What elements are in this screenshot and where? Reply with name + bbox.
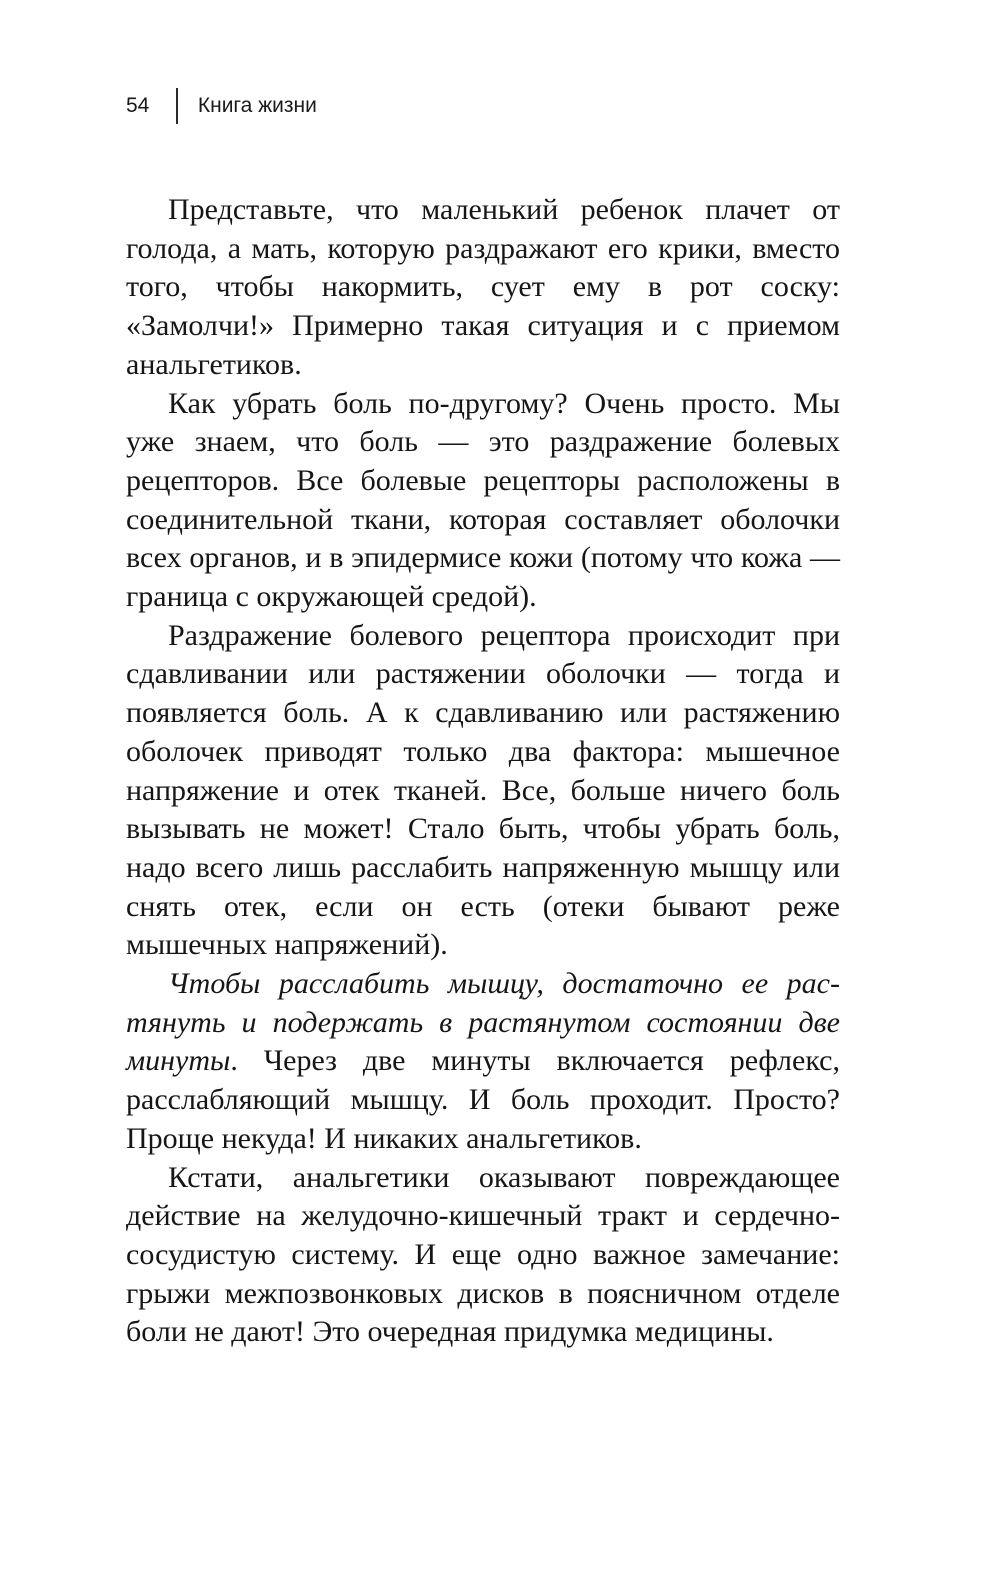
paragraph-4 <box>126 965 840 1159</box>
body-text <box>126 191 840 1352</box>
paragraph-2 <box>126 385 840 617</box>
paragraph-5 <box>126 1159 840 1353</box>
book-title: Книга жизни <box>197 94 317 117</box>
paragraph-3 <box>126 617 840 965</box>
paragraph-text: Кстати, анальгетики оказывают повреждающее действие на желудочно-кишечный тракт и сердечно-сосудистую систему. И еще одно важное замечание: грыжи межпозвонковых дисков в поясничном отделе боли не дают! Это очередная придумка медицины. <box>126 1160 840 1349</box>
paragraph-text: Как убрать боль по-другому? Очень просто. Мы уже знаем, что боль — это раздражение болевых рецепторов. Все болевые рецепторы расположены в соединительной ткани, которая составляет оболочки всех органов, и в эпидермисе кожи (потому что кожа — граница с окружающей средой). <box>126 386 840 614</box>
paragraph-text: Раздражение болевого рецептора происходит при сдавливании или растяжении оболочки — тогда и появляется боль. А к сдавливанию или растяжению оболочек приводят только два фактора: мышечное напряжение и отек тканей. Все, больше ничего боль вызывать не может! Стало быть, чтобы убрать боль, надо всего лишь расслабить напряженную мышцу или снять отек, если он есть (отеки бывают реже мышечных напряжений). <box>126 618 840 962</box>
page-number: 54 <box>126 94 150 117</box>
paragraph-1 <box>126 191 840 385</box>
paragraph-text: . Через две минуты включается рефлекс, расслабляющий мышцу. И боль проходит. Просто? Проще некуда! И никаких анальгетиков. <box>126 1044 840 1155</box>
header-divider <box>176 88 178 124</box>
paragraph-text: Представьте, что маленький ребенок плачет от голода, а мать, которую раздражают его крики, вместо того, чтобы накормить, сует ему в рот соску: «Замолчи!» Примерно такая ситуация и с приемом анальгетиков. <box>126 193 840 381</box>
emphasized-text: Чтобы расслабить мышцу, достаточно ее растянуть и подержать в растянутом состоянии две минуты <box>126 967 840 1078</box>
running-header <box>126 88 317 124</box>
